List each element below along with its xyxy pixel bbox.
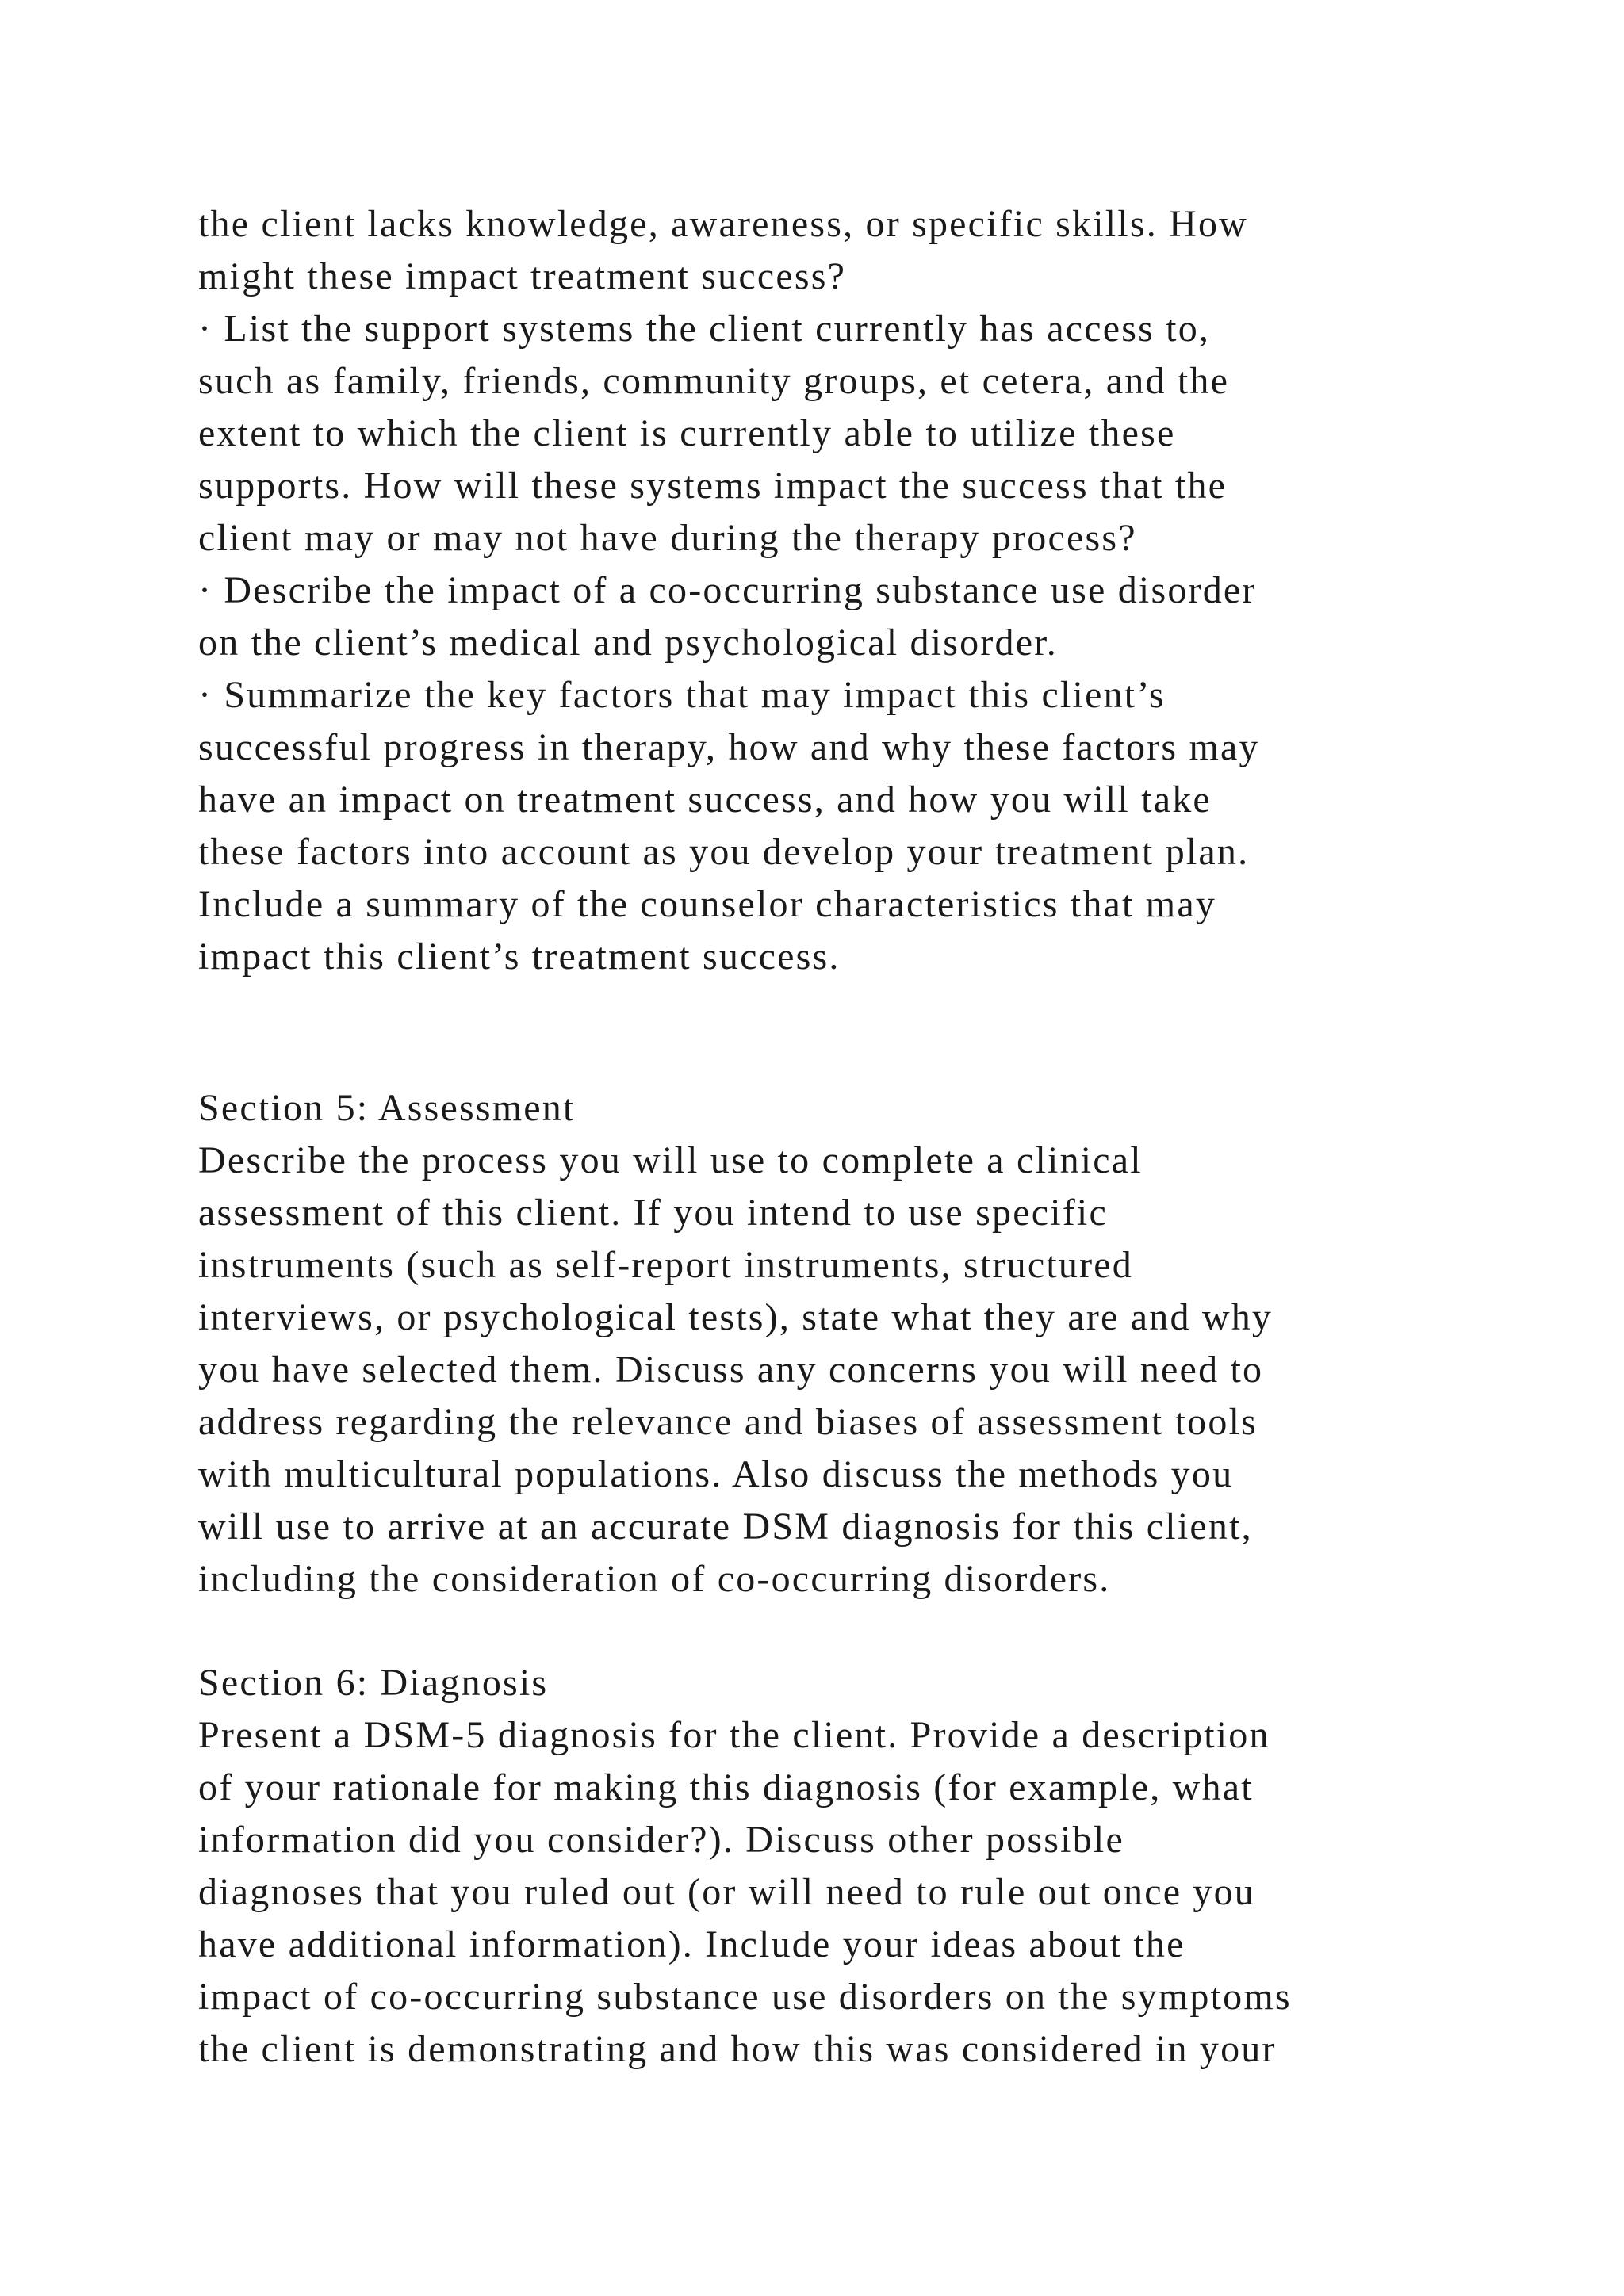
text-line: Describe the process you will use to complete a clinical [198, 1139, 1143, 1181]
text-line: diagnoses that you ruled out (or will need to rule out once you [198, 1871, 1255, 1913]
text-line: you have selected them. Discuss any concerns you will need to [198, 1349, 1264, 1391]
section-6-diagnosis [198, 1657, 1499, 2076]
bullet-line: · List the support systems the client currently has access to, [198, 308, 1211, 350]
text-line: address regarding the relevance and biases of assessment tools [198, 1401, 1258, 1443]
text-line: have an impact on treatment success, and how you will take [198, 779, 1212, 821]
text-line: information did you consider?). Discuss other possible [198, 1819, 1124, 1861]
text-line: client may or may not have during the therapy process? [198, 517, 1137, 559]
text-line: impact of co-occurring substance use disorders on the symptoms [198, 1976, 1292, 2018]
text-line: the client is demonstrating and how this was considered in your [198, 2028, 1277, 2070]
text-line: supports. How will these systems impact the success that the [198, 465, 1228, 507]
text-line: have additional information). Include your ideas about the [198, 1923, 1185, 1965]
text-line: impact this client’s treatment success. [198, 936, 841, 978]
text-line: of your rationale for making this diagnosis (for example, what [198, 1766, 1254, 1808]
text-line: with multicultural populations. Also discuss the methods you [198, 1453, 1234, 1495]
text-line: including the consideration of co-occurring disorders. [198, 1558, 1111, 1600]
text-line: Present a DSM-5 diagnosis for the client. Provide a description [198, 1714, 1270, 1756]
bullet-line: · Describe the impact of a co-occurring substance use disorder [198, 569, 1257, 611]
section-5-assessment [198, 1082, 1499, 1605]
bullet-line: · Summarize the key factors that may impact this client’s [198, 674, 1166, 716]
text-line: extent to which the client is currently able to utilize these [198, 412, 1176, 454]
text-line: on the client’s medical and psychological disorder. [198, 622, 1058, 664]
text-line: these factors into account as you develop your treatment plan. [198, 831, 1250, 873]
section-heading: Section 6: Diagnosis [198, 1662, 549, 1704]
text-line: Include a summary of the counselor characteristics that may [198, 883, 1217, 925]
text-line: the client lacks knowledge, awareness, or specific skills. How [198, 203, 1249, 245]
text-line: interviews, or psychological tests), state what they are and why [198, 1296, 1274, 1338]
text-line: assessment of this client. If you intend to use specific [198, 1192, 1108, 1234]
continued-paragraph [198, 198, 1499, 983]
section-heading: Section 5: Assessment [198, 1087, 576, 1129]
text-line: might these impact treatment success? [198, 255, 847, 297]
text-line: instruments (such as self-report instruments, structured [198, 1244, 1133, 1286]
text-line: will use to arrive at an accurate DSM diagnosis for this client, [198, 1506, 1253, 1548]
text-line: such as family, friends, community groups, et cetera, and the [198, 360, 1230, 402]
text-line: successful progress in therapy, how and why these factors may [198, 726, 1260, 768]
